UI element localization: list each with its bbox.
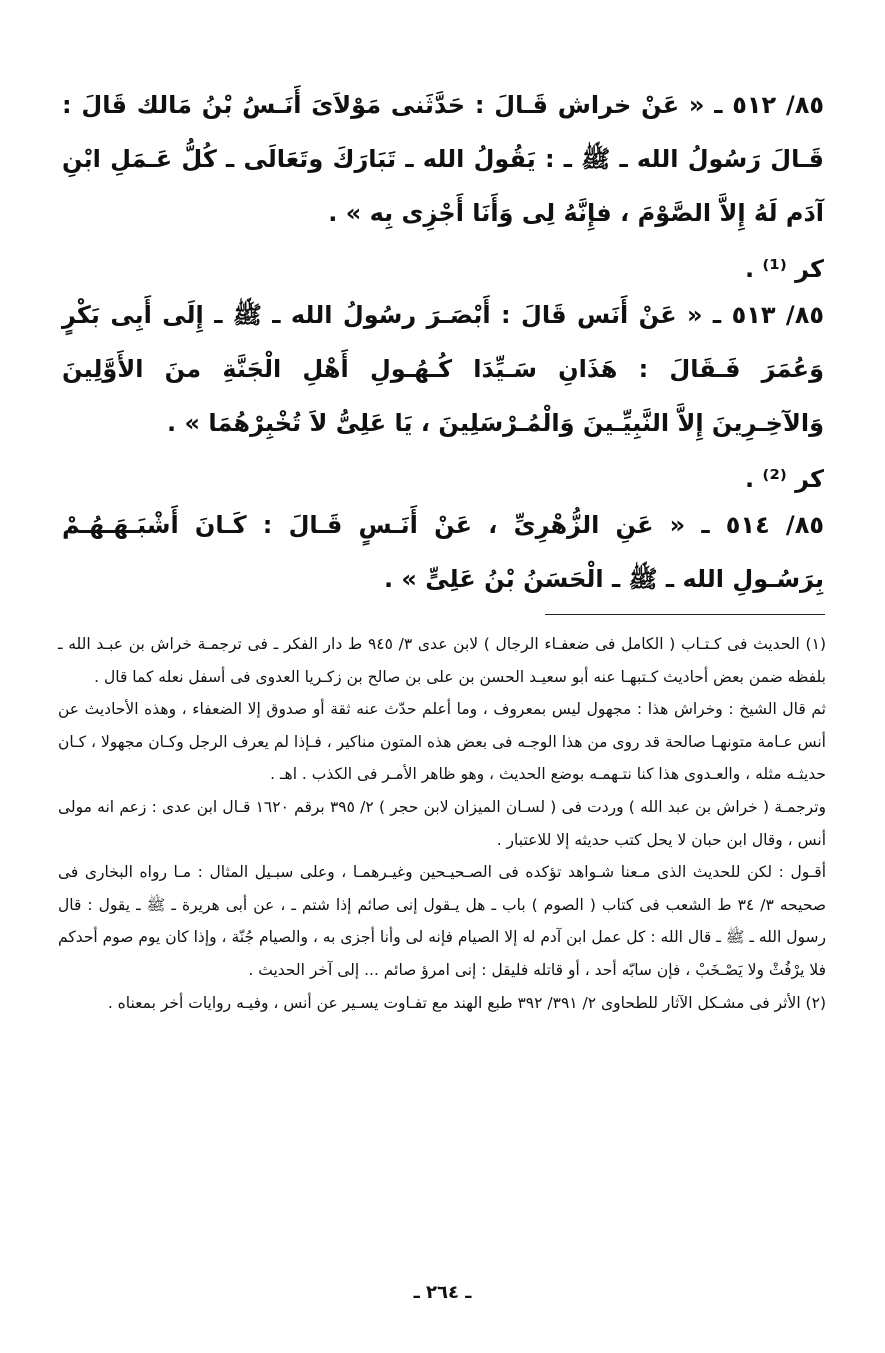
hadith-514 — [62, 498, 824, 606]
reference-kr-1: كر ⁽¹⁾ . — [744, 255, 824, 283]
hadith-512 — [62, 78, 824, 240]
page-number: ـ ٢٦٤ ـ — [413, 1282, 472, 1303]
footnotes — [58, 628, 826, 1019]
hadith-512-text: ٨٥/ ٥١٢ ـ « عَنْ خراش قَـالَ : حَدَّثَنى مَوْلاَىَ أَنَـسُ بْنُ مَالك قَالَ : قَـالَ رَسُولُ الله ـ ﷺ ـ : يَقُولُ الله ـ تَبَارَكَ وتَعَالَى ـ كُلُّ عَـمَلِ ابْنِ آدَم لَهُ إِلاَّ الصَّوْمَ ، فإِنَّهُ لِى وَأَنَا أَجْزِى بِه » . — [62, 91, 825, 227]
footnote-separator — [545, 614, 825, 615]
reference-kr-2: كر ⁽²⁾ . — [744, 465, 824, 493]
footnote-1-sheikh-comment: ثم قال الشيخ : وخراش هذا : مجهول ليس بمعروف ، وما أعلم حدّث عنه ثقة أو صدوق إلا الضعفاء ، وهذه الأحاديث عن أنس عـامة متونهـا صالحة قد روى من هذا الوجـه فى بعض هذه المتون مناكير ، فـإذا لم يعرف الرجل وكـان مجهولا ، كـان حديثـه مثله ، والعـدوى هذا كنا نتـهمـه بوضع الحديث ، وهو ظاهر الأمـر فى الكذب . اهـ . — [58, 700, 826, 784]
hadith-514-text: ٨٥/ ٥١٤ ـ « عَنِ الزُّهْرِىِّ ، عَنْ أَنَـسٍ قَـالَ : كَـانَ أَشْبَـهَـهُـمْ بِرَسُـولِ الله ـ ﷺ ـ الْحَسَنُ بْنُ عَلِىٍّ » . — [62, 511, 824, 593]
hadith-513-text: ٨٥/ ٥١٣ ـ « عَنْ أَنَس قَالَ : أَبْصَـرَ رسُولُ الله ـ ﷺ ـ إِلَى أَبِى بَكْرٍ وَعُمَرَ فَـقَالَ : هَذَانِ سَـيِّدَا كُـهُـولِ أَهْلِ الْجَنَّةِ منَ الأَوَّلِينَ وَالآخِـرِينَ إِلاَّ النَّبِيِّـينَ وَالْمُـرْسَلِينَ ، يَا عَلِىُّ لاَ تُخْبِرْهُمَا » . — [62, 301, 824, 437]
footnote-2: (٢) الأثر فى مشـكل الآثار للطحاوى ٢/ ٣٩١/ ٣٩٢ طبع الهند مع تفـاوت يسـير عن أنس ، وفيـه روايات أخر بمعناه . — [107, 993, 826, 1012]
footnote-1-supporting-evidence: أقـول : لكن للحديث الذى مـعنا شـواهد تؤكده فى الصـحيـحين وغيـرهمـا ، وعلى سبـيل المثال : مـا رواه البخارى فى صحيحه ٣/ ٣٤ ط الشعب فى كتاب ( الصوم ) باب ـ هل يـقول إنى صائم إذا شتم ـ ، عن أبى هريرة ـ ﷺ ـ يقول : قال رسول الله ـ ﷺ ـ قال الله : كل عمل ابن آدم له إلا الصيام فإنه لى وأنا أجزى به ، والصيام جُنّة ، وإذا كان يوم صوم أحدكم فلا يرْفُثْ ولا يَصْـخَبْ ، فإن سابّه أحد ، أو قاتله فليقل : إنى امرؤ صائم ... إلى آخر الحديث . — [58, 863, 826, 979]
footnote-1-source: (١) الحديث فى كـتـاب ( الكامل فى ضعفـاء الرجال ) لابن عدى ٣/ ٩٤٥ ط دار الفكر ـ فى ترجمـة خراش بن عبـد الله ـ بلفظه ضمن بعض أحاديث كـتبهـا عنه أبو سعيـد الحسن بن على بن صالح بن زكـريا العدوى فى أسفل نعله كما قال . — [58, 635, 826, 686]
hadith-513 — [62, 288, 824, 450]
footnote-1-biography: وترجمـة ( خراش بن عبد الله ) وردت فى ( لسـان الميزان لابن حجر ) ٢/ ٣٩٥ برقم ١٦٢٠ قـال ابن عدى : زعم انه مولى أنس ، وقال ابن حبان لا يحل كتب حديثه إلا للاعتبار . — [58, 797, 826, 849]
